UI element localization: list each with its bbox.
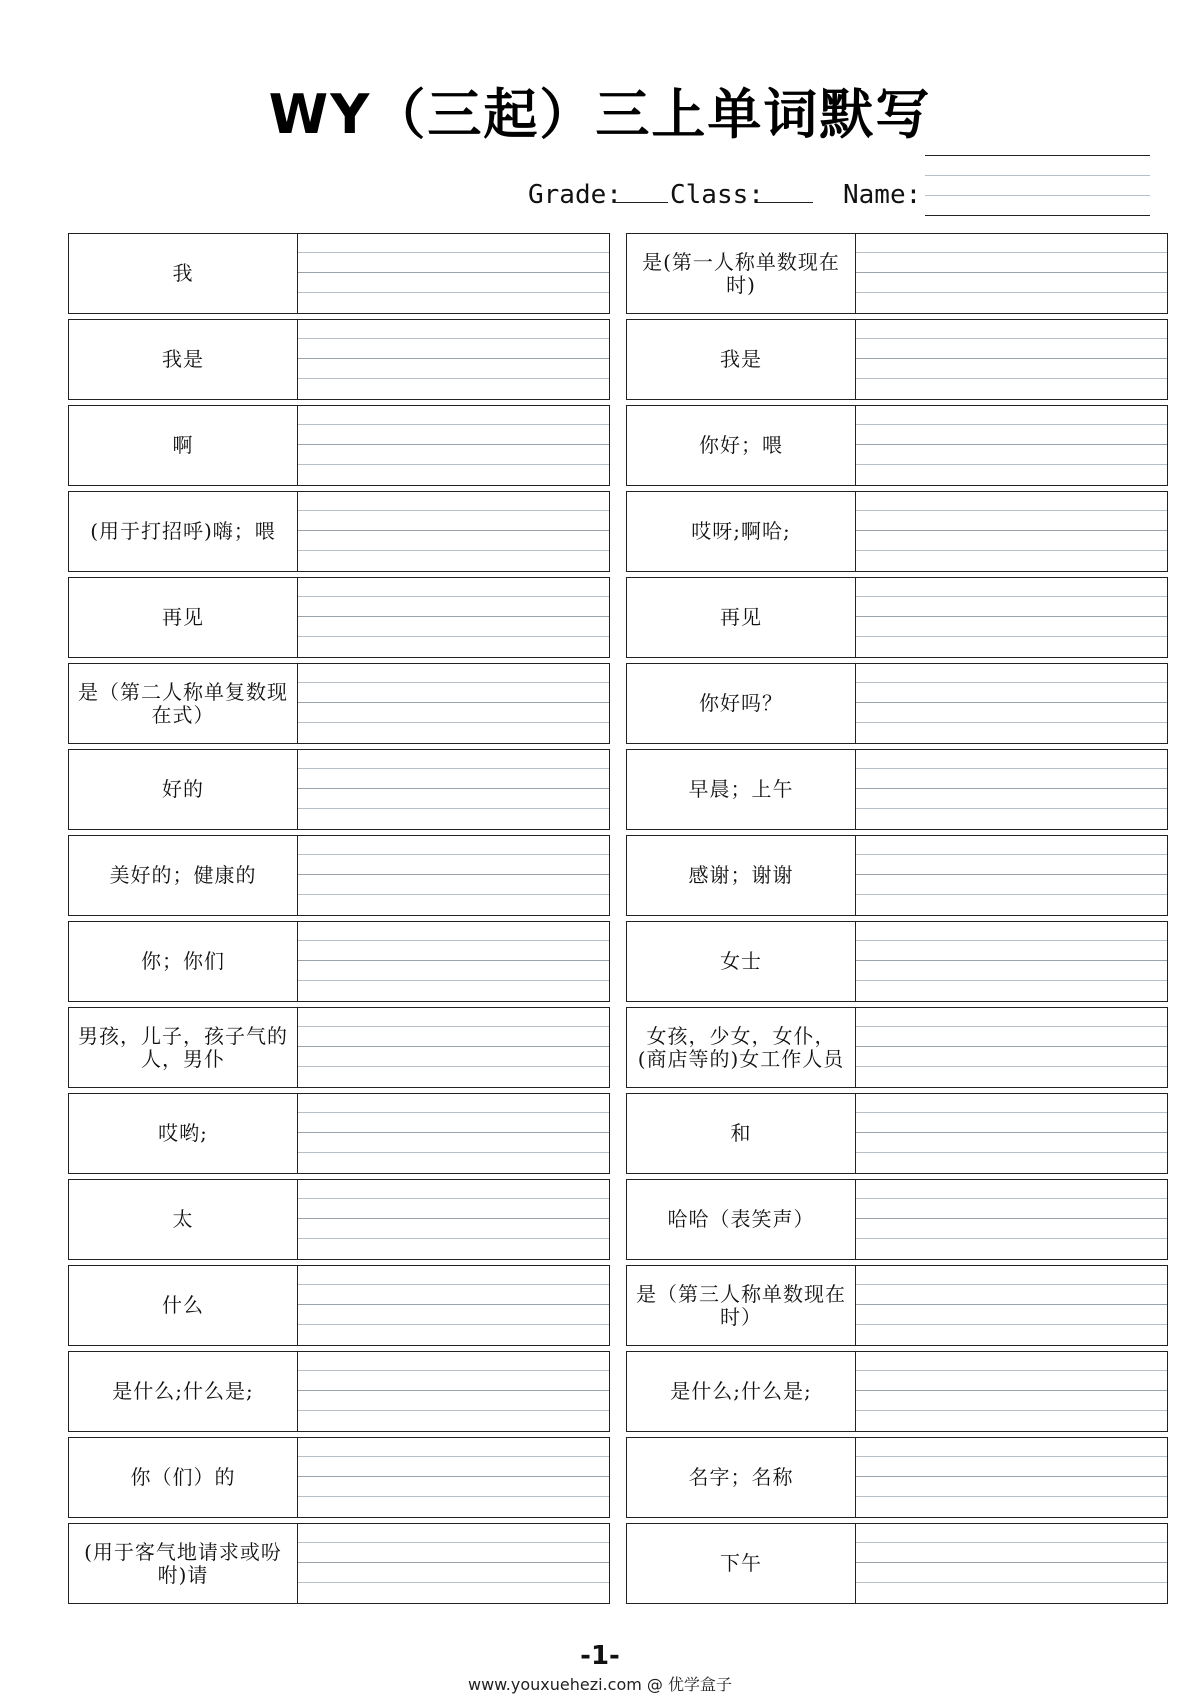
english-writing-area[interactable]	[856, 578, 1167, 657]
english-writing-area[interactable]	[298, 1094, 609, 1173]
dictation-cell	[68, 1351, 610, 1432]
english-writing-area[interactable]	[856, 1266, 1167, 1345]
guide-line	[856, 682, 1167, 683]
dictation-cell	[68, 233, 610, 314]
dictation-cell	[68, 1437, 610, 1518]
guide-line	[856, 636, 1167, 637]
guide-line	[856, 768, 1167, 769]
guide-line	[856, 530, 1167, 531]
chinese-meaning: 是什么;什么是;	[69, 1352, 298, 1431]
guide-line	[856, 378, 1167, 379]
dictation-cell	[68, 1523, 610, 1604]
dictation-cell	[626, 577, 1168, 658]
english-writing-area[interactable]	[298, 1524, 609, 1603]
dictation-cell	[626, 749, 1168, 830]
guide-line	[856, 1284, 1167, 1285]
guide-line	[856, 788, 1167, 789]
dictation-cell	[626, 1523, 1168, 1604]
english-writing-area[interactable]	[298, 578, 609, 657]
guide-line	[856, 980, 1167, 981]
dictation-cell	[68, 1007, 610, 1088]
chinese-meaning: 男孩，儿子，孩子气的人，男仆	[69, 1008, 298, 1087]
dictation-cell	[626, 491, 1168, 572]
guide-line	[298, 616, 609, 617]
dictation-cell	[68, 663, 610, 744]
dictation-cell	[68, 1265, 610, 1346]
guide-line	[298, 854, 609, 855]
guide-line	[298, 292, 609, 293]
guide-line	[298, 1304, 609, 1305]
chinese-meaning: 是什么;什么是;	[627, 1352, 856, 1431]
guide-line	[298, 510, 609, 511]
guide-line	[856, 1132, 1167, 1133]
guide-line	[856, 616, 1167, 617]
guide-line	[298, 980, 609, 981]
english-writing-area[interactable]	[856, 1524, 1167, 1603]
guide-line	[298, 1046, 609, 1047]
guide-line	[856, 808, 1167, 809]
guide-line	[856, 940, 1167, 941]
guide-line	[856, 464, 1167, 465]
chinese-meaning: 再见	[69, 578, 298, 657]
name-writing-lines[interactable]	[925, 155, 1150, 215]
page-number: -1-	[580, 1641, 620, 1671]
guide-line	[298, 1562, 609, 1563]
english-writing-area[interactable]	[856, 664, 1167, 743]
guide-line	[856, 874, 1167, 875]
guide-line	[856, 1112, 1167, 1113]
guide-line	[856, 1066, 1167, 1067]
guide-line	[856, 1582, 1167, 1583]
guide-line	[856, 550, 1167, 551]
chinese-meaning: 太	[69, 1180, 298, 1259]
guide-line	[298, 378, 609, 379]
dictation-cell	[626, 1265, 1168, 1346]
chinese-meaning: 和	[627, 1094, 856, 1173]
english-writing-area[interactable]	[856, 836, 1167, 915]
grade-blank[interactable]	[613, 184, 668, 203]
dictation-cell	[626, 835, 1168, 916]
dictation-cell	[626, 233, 1168, 314]
chinese-meaning: 我是	[627, 320, 856, 399]
chinese-meaning: 早晨；上午	[627, 750, 856, 829]
guide-line	[856, 1238, 1167, 1239]
guide-line	[298, 530, 609, 531]
guide-line	[298, 550, 609, 551]
guide-line	[298, 768, 609, 769]
guide-line	[298, 788, 609, 789]
guide-line	[856, 894, 1167, 895]
english-writing-area[interactable]	[856, 320, 1167, 399]
guide-line	[298, 940, 609, 941]
chinese-meaning: 你好吗？	[627, 664, 856, 743]
guide-line	[856, 444, 1167, 445]
guide-line	[298, 1542, 609, 1543]
guide-line	[298, 1370, 609, 1371]
dictation-cell	[68, 921, 610, 1002]
english-writing-area[interactable]	[856, 1352, 1167, 1431]
dictation-cell	[68, 491, 610, 572]
dictation-cell	[68, 405, 610, 486]
guide-line	[856, 272, 1167, 273]
english-writing-area[interactable]	[298, 1352, 609, 1431]
english-writing-area[interactable]	[298, 234, 609, 313]
dictation-cell	[626, 921, 1168, 1002]
guide-line	[298, 1496, 609, 1497]
dictation-cell	[68, 1093, 610, 1174]
guide-line	[856, 1026, 1167, 1027]
english-writing-area[interactable]	[298, 320, 609, 399]
guide-line	[856, 1410, 1167, 1411]
class-blank[interactable]	[757, 184, 813, 203]
word-dictation-table	[68, 233, 1168, 1604]
chinese-meaning: 哎哟;	[69, 1094, 298, 1173]
chinese-meaning: 美好的；健康的	[69, 836, 298, 915]
name-label: Name:	[843, 180, 922, 210]
chinese-meaning: 下午	[627, 1524, 856, 1603]
guide-line	[298, 1112, 609, 1113]
guide-line	[856, 1542, 1167, 1543]
chinese-meaning: (用于打招呼)嗨；喂	[69, 492, 298, 571]
guide-line	[298, 682, 609, 683]
class-label: Class:	[670, 180, 764, 210]
guide-line	[298, 252, 609, 253]
guide-line	[298, 1456, 609, 1457]
chinese-meaning: 再见	[627, 578, 856, 657]
chinese-meaning: 是（第三人称单数现在时）	[627, 1266, 856, 1345]
guide-line	[298, 1238, 609, 1239]
guide-line	[298, 358, 609, 359]
chinese-meaning: 你（们）的	[69, 1438, 298, 1517]
guide-line	[298, 960, 609, 961]
dictation-cell	[626, 1093, 1168, 1174]
dictation-cell	[68, 577, 610, 658]
guide-line	[856, 252, 1167, 253]
chinese-meaning: 好的	[69, 750, 298, 829]
guide-line	[298, 1132, 609, 1133]
english-writing-area[interactable]	[298, 922, 609, 1001]
guide-line	[298, 272, 609, 273]
chinese-meaning: 是(第一人称单数现在时)	[627, 234, 856, 313]
guide-line	[298, 702, 609, 703]
chinese-meaning: 是（第二人称单复数现在式）	[69, 664, 298, 743]
chinese-meaning: 女孩，少女，女仆，(商店等的)女工作人员	[627, 1008, 856, 1087]
english-writing-area[interactable]	[856, 750, 1167, 829]
chinese-meaning: 我是	[69, 320, 298, 399]
guide-line	[298, 722, 609, 723]
dictation-cell	[626, 1437, 1168, 1518]
grade-label: Grade:	[528, 180, 622, 210]
chinese-meaning: 啊	[69, 406, 298, 485]
chinese-meaning: 感谢；谢谢	[627, 836, 856, 915]
dictation-cell	[68, 749, 610, 830]
guide-line	[856, 1198, 1167, 1199]
guide-line	[298, 464, 609, 465]
guide-line	[298, 1152, 609, 1153]
english-writing-area[interactable]	[856, 492, 1167, 571]
guide-line	[298, 1218, 609, 1219]
guide-line	[856, 1390, 1167, 1391]
guide-line	[856, 702, 1167, 703]
guide-line	[856, 1496, 1167, 1497]
dictation-cell	[626, 1351, 1168, 1432]
guide-line	[856, 1476, 1167, 1477]
guide-line	[856, 1046, 1167, 1047]
guide-line	[298, 1066, 609, 1067]
guide-line	[856, 722, 1167, 723]
english-writing-area[interactable]	[856, 1438, 1167, 1517]
dictation-cell	[68, 319, 610, 400]
guide-line	[856, 1324, 1167, 1325]
guide-line	[856, 358, 1167, 359]
dictation-cell	[626, 319, 1168, 400]
guide-line	[298, 808, 609, 809]
guide-line	[298, 1476, 609, 1477]
guide-line	[298, 338, 609, 339]
english-writing-area[interactable]	[856, 406, 1167, 485]
guide-line	[298, 894, 609, 895]
english-writing-area[interactable]	[298, 664, 609, 743]
english-writing-area[interactable]	[298, 836, 609, 915]
guide-line	[298, 636, 609, 637]
english-writing-area[interactable]	[856, 922, 1167, 1001]
guide-line	[298, 424, 609, 425]
english-writing-area[interactable]	[856, 1180, 1167, 1259]
english-writing-area[interactable]	[298, 1266, 609, 1345]
dictation-cell	[68, 1179, 610, 1260]
chinese-meaning: 什么	[69, 1266, 298, 1345]
english-writing-area[interactable]	[856, 1008, 1167, 1087]
dictation-cell	[626, 1179, 1168, 1260]
guide-line	[298, 1026, 609, 1027]
english-writing-area[interactable]	[298, 750, 609, 829]
guide-line	[856, 338, 1167, 339]
dictation-cell	[626, 1007, 1168, 1088]
guide-line	[298, 1410, 609, 1411]
english-writing-area[interactable]	[298, 492, 609, 571]
chinese-meaning: 我	[69, 234, 298, 313]
chinese-meaning: 哎呀;啊哈;	[627, 492, 856, 571]
english-writing-area[interactable]	[298, 1438, 609, 1517]
english-writing-area[interactable]	[856, 1094, 1167, 1173]
chinese-meaning: 哈哈（表笑声）	[627, 1180, 856, 1259]
chinese-meaning: 名字；名称	[627, 1438, 856, 1517]
guide-line	[856, 510, 1167, 511]
guide-line	[856, 1218, 1167, 1219]
chinese-meaning: 女士	[627, 922, 856, 1001]
guide-line	[298, 1284, 609, 1285]
english-writing-area[interactable]	[856, 234, 1167, 313]
guide-line	[298, 1582, 609, 1583]
page-title: WY（三起）三上单词默写	[268, 83, 932, 146]
guide-line	[856, 854, 1167, 855]
guide-line	[298, 1390, 609, 1391]
chinese-meaning: (用于客气地请求或吩咐)请	[69, 1524, 298, 1603]
guide-line	[298, 444, 609, 445]
guide-line	[856, 1152, 1167, 1153]
chinese-meaning: 你；你们	[69, 922, 298, 1001]
chinese-meaning: 你好；喂	[627, 406, 856, 485]
guide-line	[856, 1304, 1167, 1305]
guide-line	[856, 1562, 1167, 1563]
guide-line	[856, 1370, 1167, 1371]
guide-line	[298, 1198, 609, 1199]
footer-watermark: www.youxuehezi.com @ 优学盒子	[468, 1675, 732, 1694]
guide-line	[856, 1456, 1167, 1457]
dictation-cell	[626, 405, 1168, 486]
guide-line	[856, 960, 1167, 961]
dictation-cell	[68, 835, 610, 916]
english-writing-area[interactable]	[298, 406, 609, 485]
guide-line	[298, 596, 609, 597]
english-writing-area[interactable]	[298, 1008, 609, 1087]
guide-line	[298, 874, 609, 875]
dictation-cell	[626, 663, 1168, 744]
guide-line	[856, 424, 1167, 425]
guide-line	[856, 596, 1167, 597]
english-writing-area[interactable]	[298, 1180, 609, 1259]
guide-line	[856, 292, 1167, 293]
guide-line	[298, 1324, 609, 1325]
